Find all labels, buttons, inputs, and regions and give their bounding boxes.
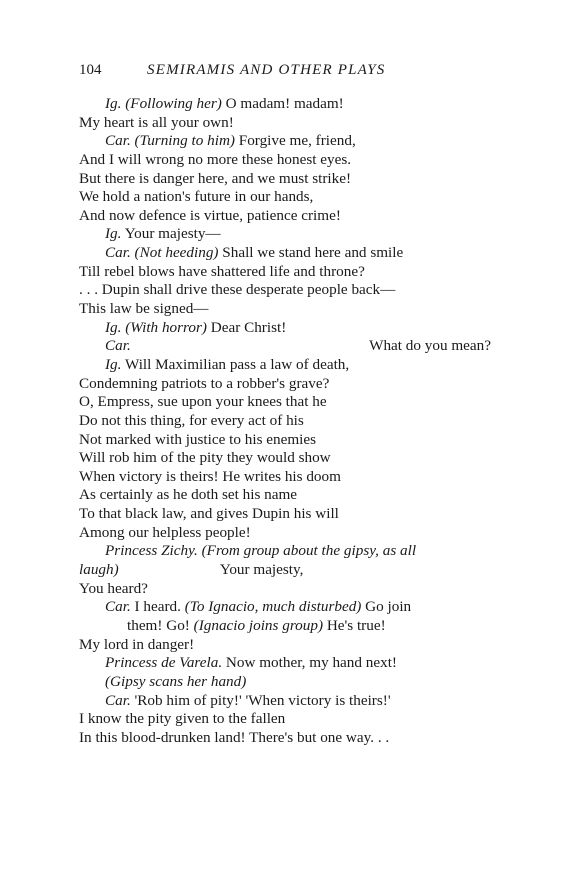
verse-line: My heart is all your own! — [79, 113, 234, 131]
verse-line: As certainly as he doth set his name — [79, 486, 298, 504]
dialogue-line — [79, 225, 491, 244]
line-text: Go join — [365, 598, 412, 616]
stage-direction: (To Ignacio, much disturbed) — [184, 598, 362, 616]
line-text: O madam! madam! — [225, 95, 344, 112]
speaker: Ig. — [105, 95, 122, 112]
dialogue-line — [79, 561, 491, 580]
verse-line: You heard? — [79, 579, 148, 597]
line-text: What do you mean? — [369, 337, 491, 355]
speaker: Ig. — [105, 225, 122, 243]
verse-line: This law be signed— — [79, 300, 209, 318]
speaker: Car. — [105, 244, 131, 262]
line-text: I heard. — [134, 598, 181, 616]
running-title: SEMIRAMIS AND OTHER PLAYS — [147, 62, 386, 78]
dialogue-line — [79, 319, 491, 338]
verse-line: And now defence is virtue, patience crime! — [79, 206, 341, 224]
line-text: Dear Christ! — [210, 318, 287, 336]
verse-line: Will rob him of the pity they would show — [79, 449, 331, 467]
line-text: Shall we stand here and smile — [222, 244, 404, 262]
line-text: them! Go! — [127, 616, 190, 634]
dialogue-line — [79, 654, 491, 673]
dialogue-line — [79, 356, 491, 375]
verse-line: I know the pity given to the fallen — [79, 710, 286, 728]
play-text — [79, 95, 491, 747]
dialogue-line — [79, 542, 491, 561]
verse-line: But there is danger here, and we must strike! — [79, 169, 352, 187]
verse-line: And I will wrong no more these honest eyes. — [79, 150, 352, 168]
stage-direction: (Ignacio joins group) — [193, 616, 324, 634]
line-text: Now mother, my hand next! — [225, 654, 397, 672]
verse-line: My lord in danger! — [79, 635, 195, 653]
page-number: 104 — [79, 62, 102, 78]
dialogue-line — [79, 337, 491, 356]
stage-direction: (From group about the gipsy, as all — [201, 542, 417, 560]
dialogue-line — [79, 132, 491, 151]
verse-line: When victory is theirs! He writes his doom — [79, 467, 341, 485]
verse-line: O, Empress, sue upon your knees that he — [79, 393, 327, 411]
dialogue-line — [79, 617, 491, 636]
dialogue-line — [79, 692, 491, 711]
line-text: Your majesty— — [124, 225, 221, 243]
verse-line: We hold a nation's future in our hands, — [79, 188, 314, 206]
stage-direction: laugh) — [79, 561, 119, 579]
verse-line: Till rebel blows have shattered life and throne? — [79, 262, 365, 280]
stage-direction: (Gipsy scans her hand) — [105, 672, 247, 690]
speaker: Car. — [105, 691, 131, 709]
dialogue-line — [79, 95, 491, 114]
line-text: Will Maximilian pass a law of death, — [124, 355, 350, 373]
verse-line: In this blood-drunken land! There's but one way. . . — [79, 728, 390, 746]
speaker: Car. — [105, 337, 131, 355]
dialogue-line — [79, 598, 491, 617]
stage-direction: (Turning to him) — [134, 132, 235, 150]
speaker: Princess de Varela. — [105, 654, 223, 672]
page-header — [79, 62, 489, 82]
verse-line: Condemning patriots to a robber's grave? — [79, 374, 330, 392]
speaker: Princess Zichy. — [105, 542, 198, 560]
stage-direction: (Following her) — [125, 95, 222, 112]
stage-direction: (With horror) — [125, 318, 207, 336]
speaker: Car. — [105, 132, 131, 150]
verse-line: To that black law, and gives Dupin his will — [79, 505, 339, 523]
dialogue-line — [79, 244, 491, 263]
verse-line: Not marked with justice to his enemies — [79, 430, 317, 448]
dialogue-line — [79, 673, 491, 692]
line-text: He's true! — [326, 616, 386, 634]
line-text: Forgive me, friend, — [238, 132, 356, 150]
speaker: Ig. — [105, 318, 122, 336]
verse-line: Do not this thing, for every act of his — [79, 411, 304, 429]
stage-direction: (Not heeding) — [134, 244, 219, 262]
line-text: 'Rob him of pity!' 'When victory is theirs!' — [134, 691, 391, 709]
verse-line: . . . Dupin shall drive these desperate people back— — [79, 281, 396, 299]
verse-line: Among our helpless people! — [79, 523, 251, 541]
speaker: Car. — [105, 598, 131, 616]
line-text: Your majesty, — [219, 561, 304, 579]
speaker: Ig. — [105, 355, 122, 373]
